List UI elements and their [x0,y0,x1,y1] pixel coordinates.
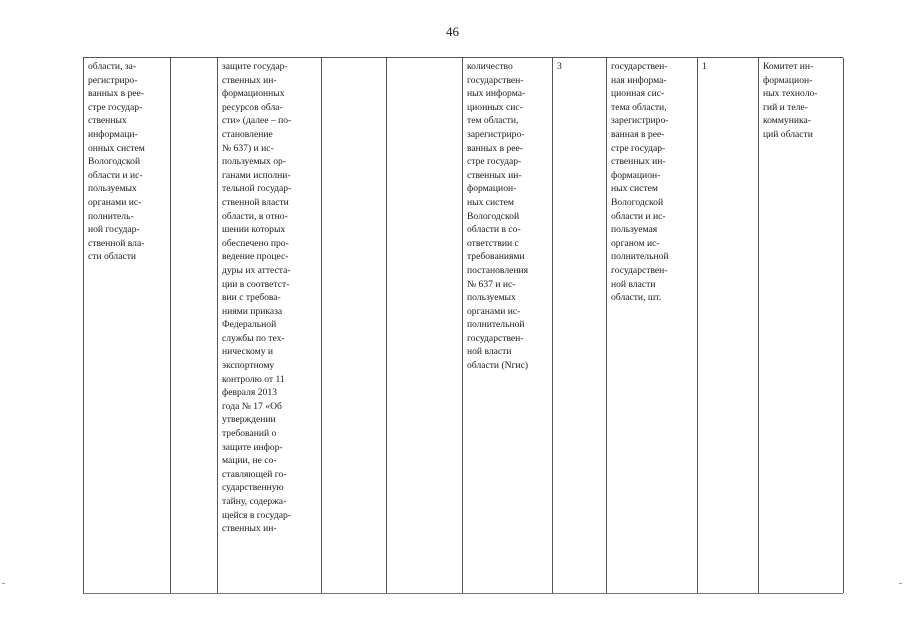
table-cell-empty [171,58,218,593]
data-table [83,57,843,594]
cell-text: 3 [557,61,562,72]
table-cell-empty [322,58,387,593]
table-cell-indicator [463,58,553,593]
table-cell-region-systems [84,58,171,593]
cell-text: Комитет ин- формацион- ных техноло- гий и теле- коммуника- ций области [763,61,818,140]
table-cell-unit-description [607,58,698,593]
table-cell-value [553,58,607,593]
cell-text: количество государствен- ных информа- ционных сис- тем области, зарегистриро- ванных в рее- стре государ- ственных ин- формацион- ных систем Вологодской области в со- ответствии с требованиями постановления № 637 и ис- пользуемых органами ис- полнительной государствен- ной власти области (Nгис) [467,61,529,372]
cell-text: области, за- регистриро- ванных в рее- стре государ- ственных информаци- онных систем Вологодской области и ис- пользуемых органами ис- полнитель- ной государ- ственной вла- сти области [88,61,145,263]
table-cell-responsible [759,58,844,593]
scan-mark [2,583,5,584]
cell-text: защите государ- ственных ин- формационных ресурсов обла- сти» (далее – по- становление № 637) и ис- пользуемых ор- ганами исполни- тельной государ- ственной власти области, в отно- шении которых обеспечено про- ведение процес- дуры их аттеста- ции в соответст- вии с требова- ниями приказа Федеральной службы по тех- ническому и экспортному контролю от 11 февраля 2013 года № 17 «Об утверждении требований о защите инфор- мации, не со- ставляющей го- сударственную тайну, содержа- щейся в государ- ственных ин- [222,61,292,535]
table-cell-value [698,58,759,593]
page-number: 46 [446,24,459,39]
cell-text: государствен- ная информа- ционная сис- тема области, зарегистриро- ванная в рее- стре государ- ственных ин- формацион- ных систем Вологодской области и ис- пользуемая органом ис- полнительной государствен- ной власти области, шт. [611,61,669,304]
table-cell-empty [387,58,463,593]
cell-text: 1 [702,61,707,72]
scan-mark [899,583,902,584]
table-cell-regulation [218,58,322,593]
